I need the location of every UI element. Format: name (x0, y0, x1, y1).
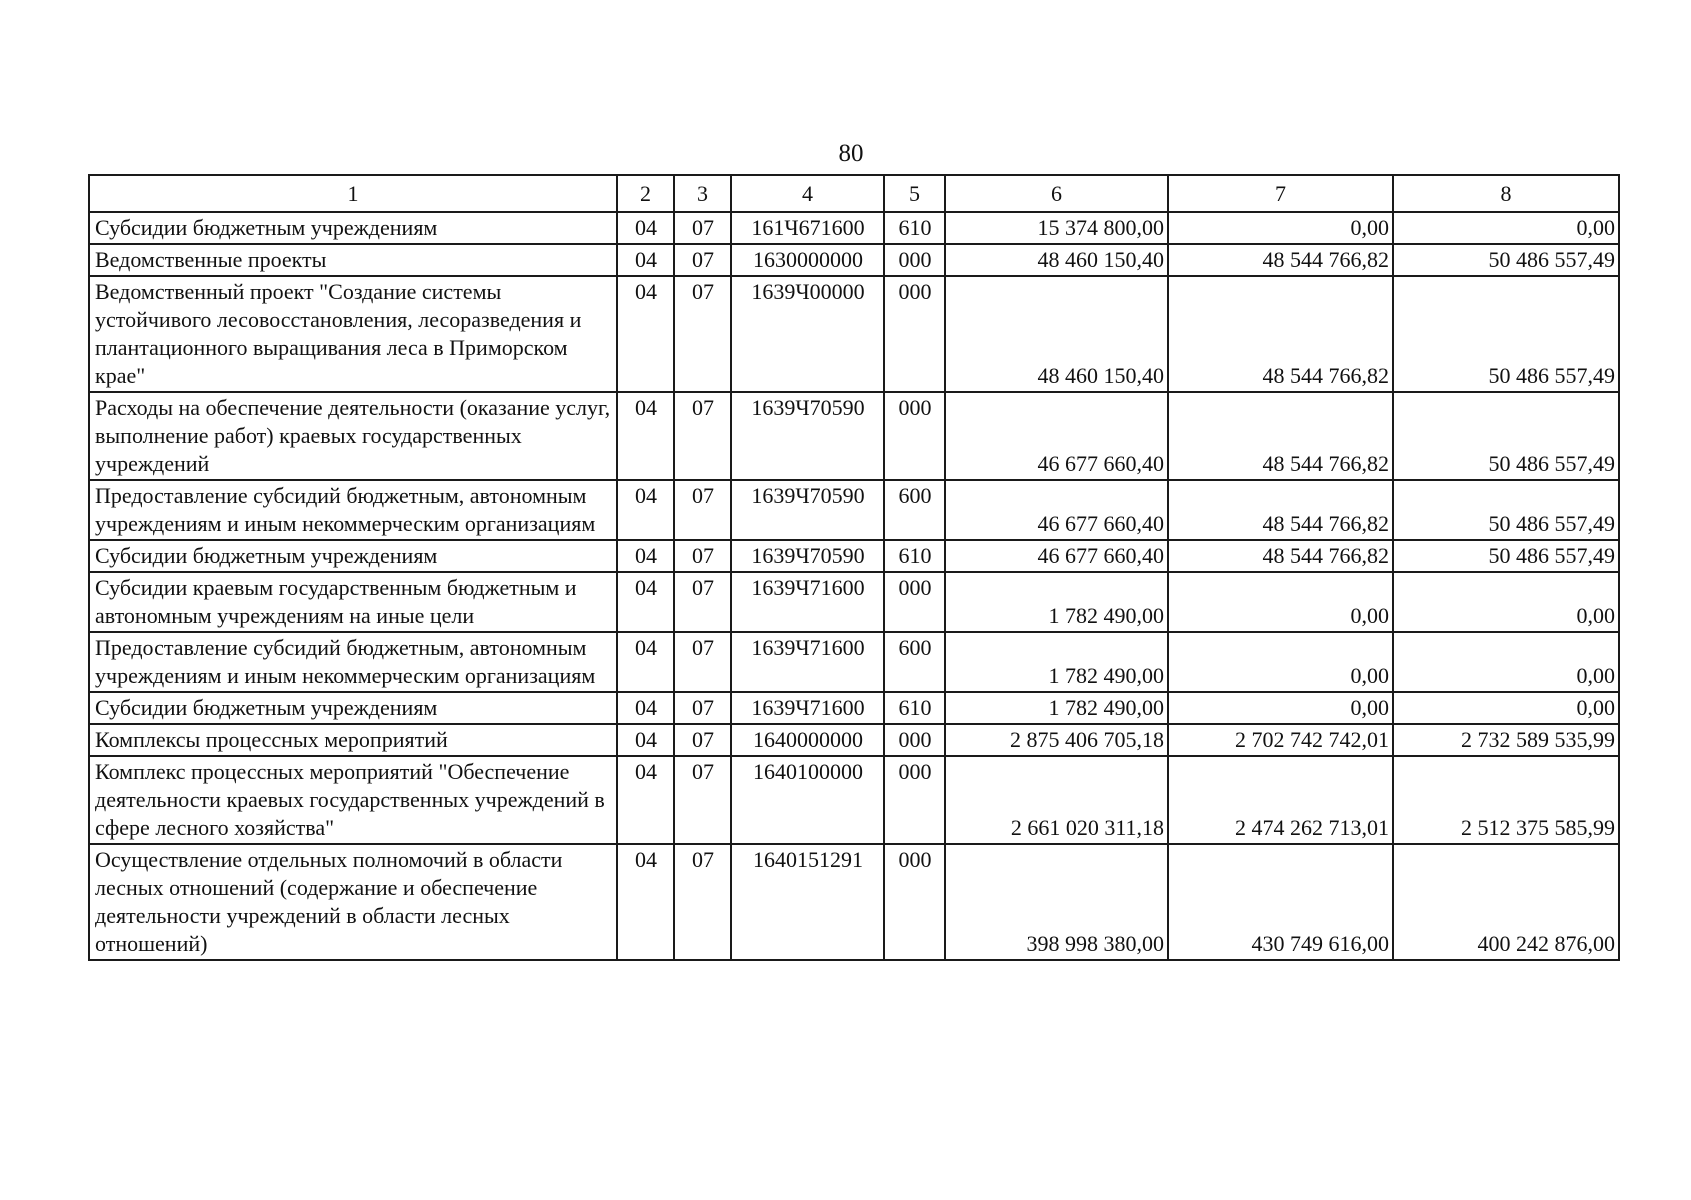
expense-type-cell: 000 (884, 844, 945, 960)
section-code-cell: 04 (617, 276, 674, 392)
subsection-code-cell: 07 (674, 540, 731, 572)
target-article-cell: 161Ч671600 (731, 212, 884, 244)
amount-col8-cell: 0,00 (1393, 632, 1619, 692)
header-cell: 5 (884, 175, 945, 212)
target-article-cell: 1640151291 (731, 844, 884, 960)
row-name-cell: Предоставление субсидий бюджетным, автономным учреждениям и иным некоммерческим организациям (89, 480, 617, 540)
target-article-cell: 1639Ч71600 (731, 632, 884, 692)
header-cell: 4 (731, 175, 884, 212)
target-article-cell: 1639Ч71600 (731, 572, 884, 632)
row-name-cell: Субсидии бюджетным учреждениям (89, 692, 617, 724)
section-code-cell: 04 (617, 756, 674, 844)
amount-col8-cell: 0,00 (1393, 212, 1619, 244)
header-cell: 6 (945, 175, 1168, 212)
amount-col8-cell: 400 242 876,00 (1393, 844, 1619, 960)
table-row (89, 572, 1619, 632)
row-name-cell: Ведомственный проект "Создание системы устойчивого лесовосстановления, лесоразведения и плантационного выращивания леса в Приморском крае" (89, 276, 617, 392)
section-code-cell: 04 (617, 540, 674, 572)
section-code-cell: 04 (617, 572, 674, 632)
amount-col7-cell: 430 749 616,00 (1168, 844, 1393, 960)
amount-col6-cell: 2 661 020 311,18 (945, 756, 1168, 844)
subsection-code-cell: 07 (674, 756, 731, 844)
amount-col6-cell: 398 998 380,00 (945, 844, 1168, 960)
table-row (89, 276, 1619, 392)
amount-col7-cell: 48 544 766,82 (1168, 276, 1393, 392)
header-cell: 7 (1168, 175, 1393, 212)
amount-col6-cell: 15 374 800,00 (945, 212, 1168, 244)
target-article-cell: 1639Ч70590 (731, 480, 884, 540)
row-name-cell: Комплексы процессных мероприятий (89, 724, 617, 756)
amount-col8-cell: 50 486 557,49 (1393, 276, 1619, 392)
table-row (89, 632, 1619, 692)
section-code-cell: 04 (617, 392, 674, 480)
budget-table (88, 174, 1620, 961)
amount-col8-cell: 50 486 557,49 (1393, 244, 1619, 276)
amount-col8-cell: 50 486 557,49 (1393, 540, 1619, 572)
header-cell: 3 (674, 175, 731, 212)
amount-col6-cell: 46 677 660,40 (945, 392, 1168, 480)
amount-col7-cell: 48 544 766,82 (1168, 540, 1393, 572)
amount-col6-cell: 1 782 490,00 (945, 572, 1168, 632)
target-article-cell: 1639Ч70590 (731, 392, 884, 480)
subsection-code-cell: 07 (674, 480, 731, 540)
table-row (89, 392, 1619, 480)
table-row (89, 540, 1619, 572)
target-article-cell: 1639Ч70590 (731, 540, 884, 572)
subsection-code-cell: 07 (674, 692, 731, 724)
table-row (89, 756, 1619, 844)
subsection-code-cell: 07 (674, 724, 731, 756)
amount-col7-cell: 0,00 (1168, 692, 1393, 724)
amount-col6-cell: 48 460 150,40 (945, 276, 1168, 392)
amount-col6-cell: 46 677 660,40 (945, 480, 1168, 540)
subsection-code-cell: 07 (674, 392, 731, 480)
row-name-cell: Осуществление отдельных полномочий в области лесных отношений (содержание и обеспечение деятельности учреждений в области лесных отношений) (89, 844, 617, 960)
expense-type-cell: 610 (884, 540, 945, 572)
table-row (89, 480, 1619, 540)
header-row (89, 175, 1619, 212)
header-cell: 2 (617, 175, 674, 212)
amount-col8-cell: 50 486 557,49 (1393, 480, 1619, 540)
amount-col8-cell: 0,00 (1393, 572, 1619, 632)
section-code-cell: 04 (617, 724, 674, 756)
target-article-cell: 1640100000 (731, 756, 884, 844)
header-cell: 1 (89, 175, 617, 212)
amount-col7-cell: 0,00 (1168, 632, 1393, 692)
target-article-cell: 1639Ч71600 (731, 692, 884, 724)
amount-col7-cell: 48 544 766,82 (1168, 480, 1393, 540)
table-row (89, 212, 1619, 244)
amount-col6-cell: 48 460 150,40 (945, 244, 1168, 276)
row-name-cell: Ведомственные проекты (89, 244, 617, 276)
expense-type-cell: 610 (884, 212, 945, 244)
table-row (89, 692, 1619, 724)
target-article-cell: 1630000000 (731, 244, 884, 276)
subsection-code-cell: 07 (674, 572, 731, 632)
table-row (89, 724, 1619, 756)
row-name-cell: Расходы на обеспечение деятельности (оказание услуг, выполнение работ) краевых государственных учреждений (89, 392, 617, 480)
subsection-code-cell: 07 (674, 632, 731, 692)
subsection-code-cell: 07 (674, 276, 731, 392)
table-row (89, 844, 1619, 960)
amount-col6-cell: 1 782 490,00 (945, 632, 1168, 692)
amount-col7-cell: 2 702 742 742,01 (1168, 724, 1393, 756)
amount-col6-cell: 2 875 406 705,18 (945, 724, 1168, 756)
expense-type-cell: 000 (884, 244, 945, 276)
expense-type-cell: 000 (884, 276, 945, 392)
expense-type-cell: 610 (884, 692, 945, 724)
row-name-cell: Комплекс процессных мероприятий "Обеспечение деятельности краевых государственных учреждений в сфере лесного хозяйства" (89, 756, 617, 844)
section-code-cell: 04 (617, 480, 674, 540)
amount-col7-cell: 2 474 262 713,01 (1168, 756, 1393, 844)
section-code-cell: 04 (617, 632, 674, 692)
amount-col6-cell: 1 782 490,00 (945, 692, 1168, 724)
amount-col8-cell: 2 732 589 535,99 (1393, 724, 1619, 756)
subsection-code-cell: 07 (674, 212, 731, 244)
target-article-cell: 1639Ч00000 (731, 276, 884, 392)
amount-col8-cell: 50 486 557,49 (1393, 392, 1619, 480)
amount-col7-cell: 48 544 766,82 (1168, 392, 1393, 480)
target-article-cell: 1640000000 (731, 724, 884, 756)
expense-type-cell: 600 (884, 632, 945, 692)
row-name-cell: Предоставление субсидий бюджетным, автономным учреждениям и иным некоммерческим организациям (89, 632, 617, 692)
amount-col6-cell: 46 677 660,40 (945, 540, 1168, 572)
amount-col8-cell: 0,00 (1393, 692, 1619, 724)
expense-type-cell: 000 (884, 392, 945, 480)
page-number: 80 (838, 140, 864, 167)
amount-col7-cell: 0,00 (1168, 572, 1393, 632)
section-code-cell: 04 (617, 244, 674, 276)
row-name-cell: Субсидии краевым государственным бюджетным и автономным учреждениям на иные цели (89, 572, 617, 632)
amount-col7-cell: 48 544 766,82 (1168, 244, 1393, 276)
subsection-code-cell: 07 (674, 844, 731, 960)
row-name-cell: Субсидии бюджетным учреждениям (89, 212, 617, 244)
subsection-code-cell: 07 (674, 244, 731, 276)
amount-col7-cell: 0,00 (1168, 212, 1393, 244)
amount-col8-cell: 2 512 375 585,99 (1393, 756, 1619, 844)
expense-type-cell: 000 (884, 724, 945, 756)
header-cell: 8 (1393, 175, 1619, 212)
section-code-cell: 04 (617, 844, 674, 960)
table-body (89, 175, 1619, 960)
table-row (89, 244, 1619, 276)
expense-type-cell: 000 (884, 572, 945, 632)
row-name-cell: Субсидии бюджетным учреждениям (89, 540, 617, 572)
section-code-cell: 04 (617, 212, 674, 244)
section-code-cell: 04 (617, 692, 674, 724)
expense-type-cell: 000 (884, 756, 945, 844)
expense-type-cell: 600 (884, 480, 945, 540)
